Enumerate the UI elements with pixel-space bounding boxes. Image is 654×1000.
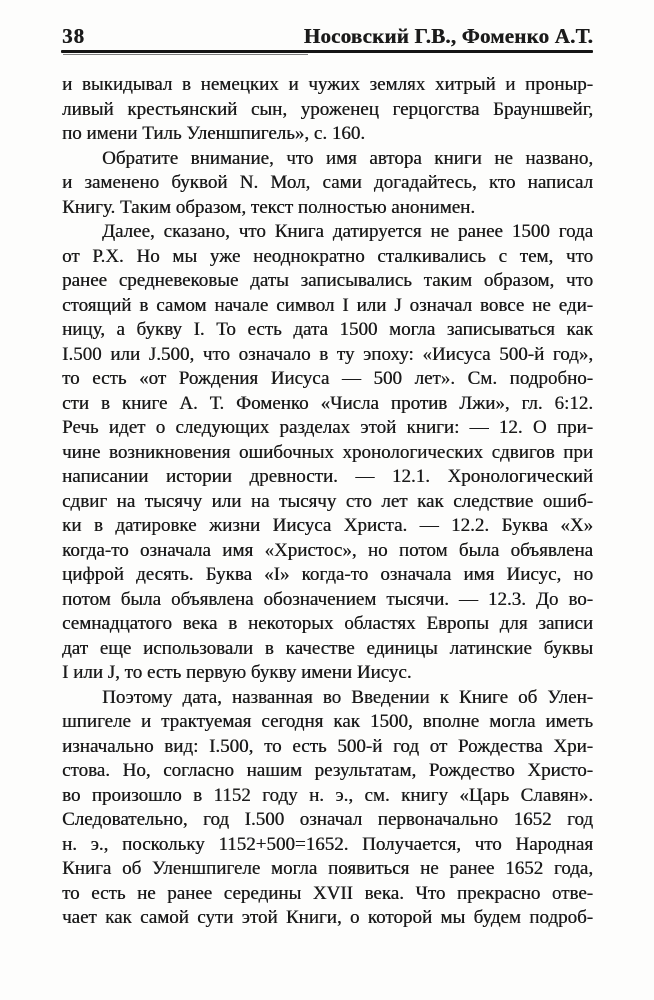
- text-line: написании истории древности. — 12.1. Хронологический: [62, 466, 593, 487]
- text-line: когда-то означала имя «Христос», но потом была объявлена: [62, 539, 593, 561]
- header-rule: [61, 50, 593, 53]
- paragraph: [62, 686, 593, 931]
- text-line: Поэтому дата, названная во Введении к Книге об Улен-: [102, 686, 593, 708]
- text-line: потом была объявлена обозначением тысячи. — 12.3. До во-: [62, 588, 593, 610]
- paragraph: [62, 147, 593, 221]
- text-line: ки в датировке жизни Иисуса Христа. — 12.2. Буква «Х»: [62, 515, 593, 536]
- text-line: шпигеле и трактуемая сегодня как 1500, вполне могла иметь: [62, 711, 593, 732]
- paragraph: [62, 220, 593, 686]
- text-line: во произошло в 1152 году н. э., см. книгу «Царь Славян».: [62, 784, 593, 806]
- text-line: Книга об Уленшпигеле могла появиться не ранее 1652 года,: [62, 858, 593, 879]
- running-title-authors: Носовский Г.В., Фоменко А.Т.: [303, 24, 593, 48]
- text-line: дат еще использовали в качестве единицы латинские буквы: [62, 637, 593, 659]
- text-line: то есть «от Рождения Иисуса — 500 лет». См. подробно-: [62, 368, 593, 389]
- text-line: чает как самой сути этой Книги, о которой мы будем подроб-: [62, 907, 593, 928]
- text-line: от Р.Х. Но мы уже неоднократно сталкивались с тем, что: [62, 245, 593, 267]
- text-line: чине возникновения ошибочных хронологических сдвигов при: [62, 441, 593, 463]
- text-line: н. э., поскольку 1152+500=1652. Получается, что Народная: [62, 833, 593, 855]
- text-line: то есть не ранее середины XVII века. Что прекрасно отве-: [62, 882, 593, 904]
- text-line: и заменено буквой N. Мол, сами догадайтесь, кто написал: [62, 172, 593, 193]
- text-line: ливый крестьянский сын, уроженец герцогства Брауншвейг,: [62, 98, 593, 120]
- paragraph: [62, 73, 593, 147]
- text-line: ранее средневековые даты записывались таким образом, что: [62, 270, 593, 291]
- text-line: I или J, то есть первую букву имени Иисус.: [62, 662, 412, 683]
- page-header: [62, 24, 593, 49]
- text-line: семнадцатого века в некоторых областях Европы для записи: [62, 613, 593, 634]
- text-line: ницу, а букву I. То есть дата 1500 могла записываться как: [62, 319, 593, 340]
- text-line: и выкидывал в немецких и чужих землях хитрый и проныр-: [62, 74, 593, 95]
- page-number: 38: [62, 24, 85, 48]
- text-line: Далее, сказано, что Книга датируется не ранее 1500 года: [102, 221, 593, 242]
- text-line: стоящий в самом начале символ I или J означал вовсе не еди-: [62, 294, 593, 316]
- text-line: сдвиг на тысячу или на тысячу сто лет как следствие ошиб-: [62, 490, 593, 512]
- text-line: Обратите внимание, что имя автора книги не названо,: [102, 147, 593, 169]
- text-line: Следовательно, год I.500 означал первоначально 1652 год: [62, 809, 593, 830]
- text-line: цифрой десять. Буква «I» когда-то означала имя Иисус, но: [62, 564, 593, 585]
- text-line: по имени Тиль Уленшпигель», с. 160.: [62, 123, 365, 144]
- text-line: изначально вид: I.500, то есть 500-й год от Рождества Хри-: [62, 735, 593, 757]
- text-line: сти в книге А. Т. Фоменко «Числа против Лжи», гл. 6:12.: [62, 392, 593, 414]
- text-line: стова. Но, согласно нашим результатам, Рождество Христо-: [62, 760, 593, 781]
- text-line: Речь идет о следующих разделах этой книги: — 12. О при-: [62, 417, 593, 438]
- text-line: Книгу. Таким образом, текст полностью анонимен.: [62, 196, 475, 218]
- text-line: I.500 или J.500, что означало в ту эпоху: «Иисуса 500-й год»,: [62, 343, 593, 365]
- page-body: [62, 73, 593, 931]
